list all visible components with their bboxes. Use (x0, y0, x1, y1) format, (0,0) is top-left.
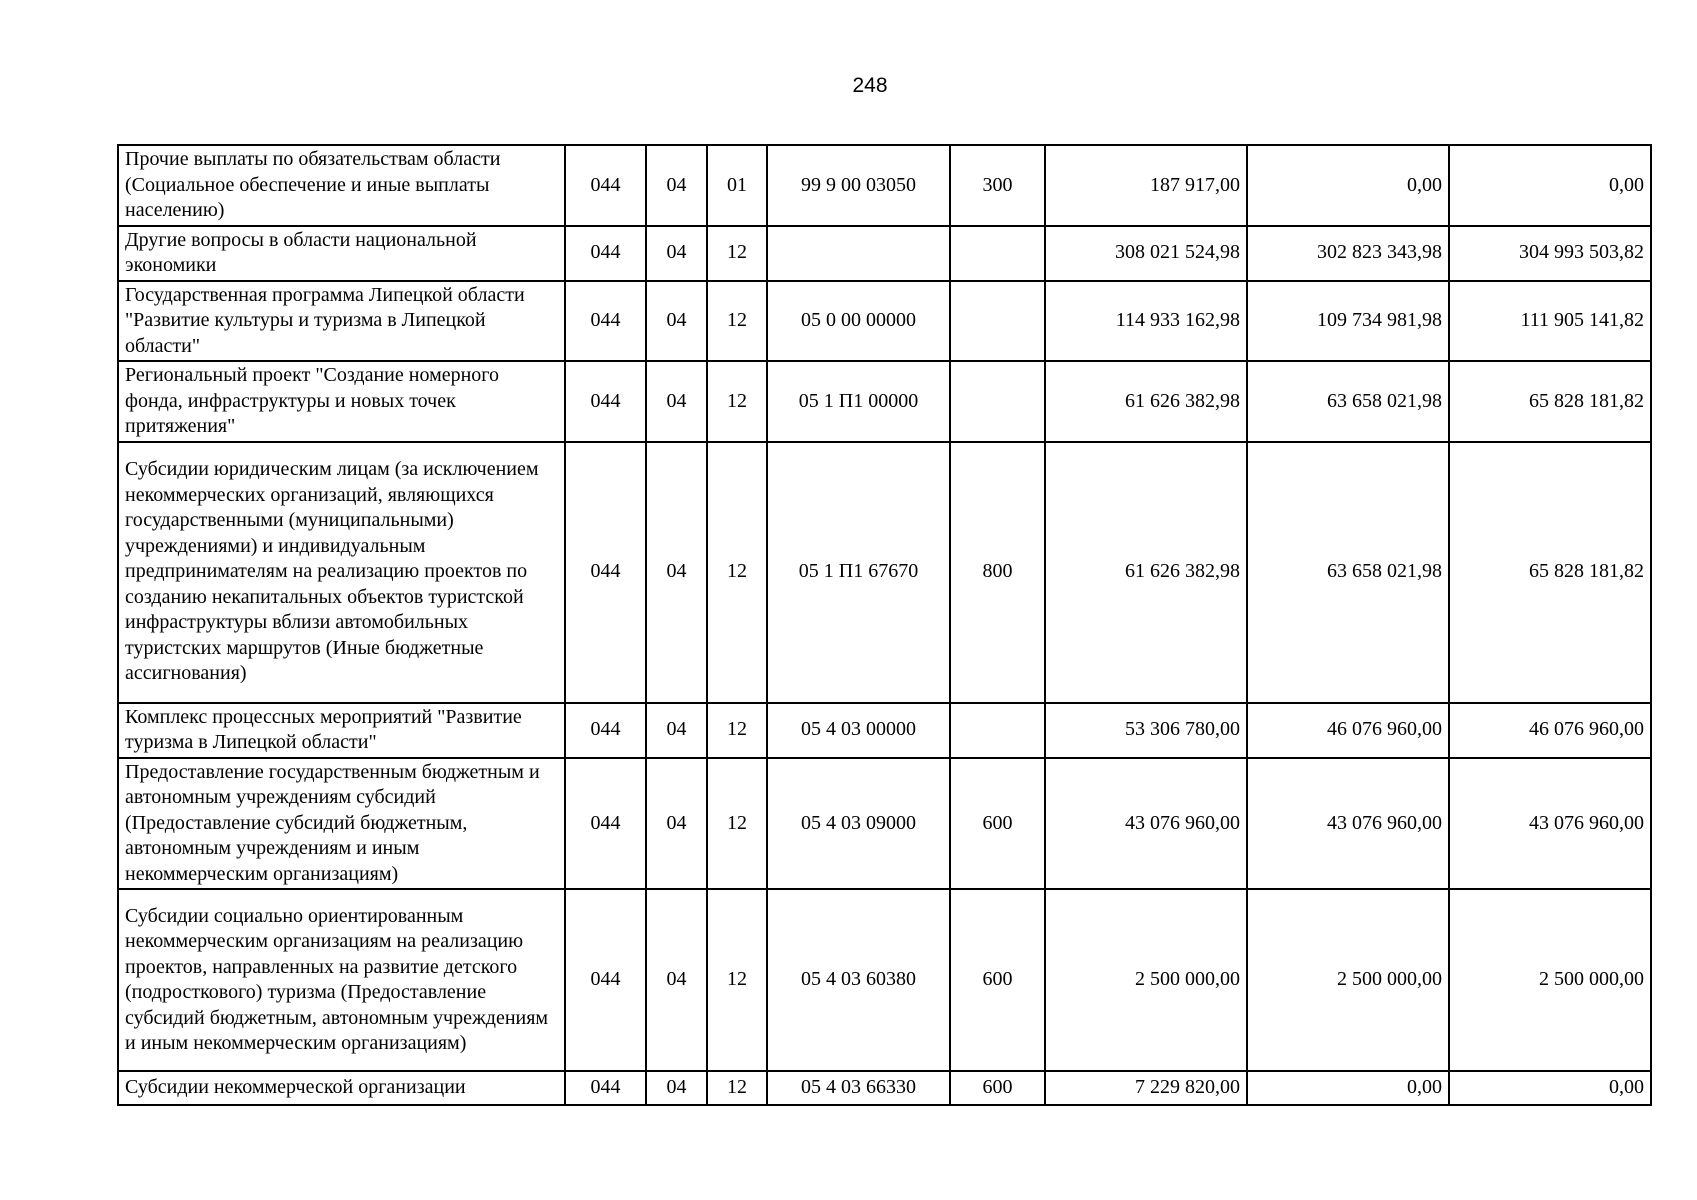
row-rz: 04 (646, 361, 707, 442)
budget-table (117, 144, 1652, 1106)
table-row (118, 145, 1651, 226)
row-vr (950, 226, 1045, 281)
row-sum-1: 43 076 960,00 (1045, 758, 1247, 890)
row-gr: 044 (565, 281, 646, 362)
row-csr: 05 4 03 66330 (767, 1071, 950, 1105)
table-row (118, 361, 1651, 442)
row-pr: 12 (707, 758, 767, 890)
row-gr: 044 (565, 1071, 646, 1105)
row-csr: 05 1 П1 00000 (767, 361, 950, 442)
row-csr (767, 226, 950, 281)
row-csr: 05 4 03 60380 (767, 889, 950, 1071)
row-vr: 600 (950, 758, 1045, 890)
row-gr: 044 (565, 442, 646, 703)
row-name: Субсидии некоммерческой организации (118, 1071, 565, 1105)
row-pr: 12 (707, 226, 767, 281)
table-row (118, 758, 1651, 890)
row-sum-3: 0,00 (1449, 1071, 1651, 1105)
row-sum-1: 61 626 382,98 (1045, 442, 1247, 703)
row-sum-1: 308 021 524,98 (1045, 226, 1247, 281)
row-name: Комплекс процессных мероприятий "Развитие туризма в Липецкой области" (118, 703, 565, 758)
row-name: Субсидии юридическим лицам (за исключением некоммерческих организаций, являющихся государственными (муниципальными) учреждениями) и индивидуальным предпринимателям на реализацию проектов по созданию некапитальных объектов туристской инфраструктуры вблизи автомобильных туристских маршрутов (Иные бюджетные ассигнования) (118, 442, 565, 703)
row-gr: 044 (565, 703, 646, 758)
page-number: 248 (852, 74, 888, 97)
row-pr: 12 (707, 442, 767, 703)
row-sum-2: 302 823 343,98 (1247, 226, 1449, 281)
row-csr: 05 1 П1 67670 (767, 442, 950, 703)
row-sum-3: 304 993 503,82 (1449, 226, 1651, 281)
row-vr (950, 703, 1045, 758)
row-sum-1: 7 229 820,00 (1045, 1071, 1247, 1105)
row-pr: 12 (707, 281, 767, 362)
row-csr: 05 4 03 09000 (767, 758, 950, 890)
row-sum-3: 65 828 181,82 (1449, 442, 1651, 703)
row-pr: 01 (707, 145, 767, 226)
row-sum-2: 0,00 (1247, 1071, 1449, 1105)
row-sum-3: 43 076 960,00 (1449, 758, 1651, 890)
table-row (118, 1071, 1651, 1105)
row-gr: 044 (565, 145, 646, 226)
row-gr: 044 (565, 361, 646, 442)
row-sum-2: 2 500 000,00 (1247, 889, 1449, 1071)
row-sum-3: 46 076 960,00 (1449, 703, 1651, 758)
row-sum-1: 114 933 162,98 (1045, 281, 1247, 362)
row-name: Прочие выплаты по обязательствам области (Социальное обеспечение и иные выплаты населению) (118, 145, 565, 226)
row-sum-3: 2 500 000,00 (1449, 889, 1651, 1071)
row-pr: 12 (707, 361, 767, 442)
row-pr: 12 (707, 1071, 767, 1105)
row-sum-2: 0,00 (1247, 145, 1449, 226)
row-sum-2: 43 076 960,00 (1247, 758, 1449, 890)
row-sum-3: 65 828 181,82 (1449, 361, 1651, 442)
row-pr: 12 (707, 703, 767, 758)
row-name: Другие вопросы в области национальной экономики (118, 226, 565, 281)
row-vr: 800 (950, 442, 1045, 703)
table-row (118, 703, 1651, 758)
row-rz: 04 (646, 442, 707, 703)
row-sum-2: 46 076 960,00 (1247, 703, 1449, 758)
row-sum-1: 2 500 000,00 (1045, 889, 1247, 1071)
row-gr: 044 (565, 889, 646, 1071)
row-sum-2: 109 734 981,98 (1247, 281, 1449, 362)
row-sum-3: 0,00 (1449, 145, 1651, 226)
row-vr (950, 281, 1045, 362)
row-csr: 99 9 00 03050 (767, 145, 950, 226)
row-rz: 04 (646, 889, 707, 1071)
row-sum-3: 111 905 141,82 (1449, 281, 1651, 362)
table-row (118, 889, 1651, 1071)
row-rz: 04 (646, 226, 707, 281)
row-pr: 12 (707, 889, 767, 1071)
row-vr (950, 361, 1045, 442)
row-sum-1: 53 306 780,00 (1045, 703, 1247, 758)
table-row (118, 442, 1651, 703)
row-csr: 05 0 00 00000 (767, 281, 950, 362)
row-rz: 04 (646, 145, 707, 226)
row-csr: 05 4 03 00000 (767, 703, 950, 758)
table-row (118, 226, 1651, 281)
row-rz: 04 (646, 281, 707, 362)
row-vr: 600 (950, 889, 1045, 1071)
row-vr: 600 (950, 1071, 1045, 1105)
row-sum-1: 187 917,00 (1045, 145, 1247, 226)
row-rz: 04 (646, 1071, 707, 1105)
row-name: Региональный проект "Создание номерного фонда, инфраструктуры и новых точек притяжения" (118, 361, 565, 442)
row-sum-2: 63 658 021,98 (1247, 442, 1449, 703)
row-sum-1: 61 626 382,98 (1045, 361, 1247, 442)
row-gr: 044 (565, 226, 646, 281)
row-vr: 300 (950, 145, 1045, 226)
row-sum-2: 63 658 021,98 (1247, 361, 1449, 442)
row-name: Предоставление государственным бюджетным и автономным учреждениям субсидий (Предоставление субсидий бюджетным, автономным учреждениям и иным некоммерческим организациям) (118, 758, 565, 890)
row-name: Субсидии социально ориентированным некоммерческим организациям на реализацию проектов, направленных на развитие детского (подросткового) туризма (Предоставление субсидий бюджетным, автономным учреждениям и иным некоммерческим организациям) (118, 889, 565, 1071)
row-rz: 04 (646, 703, 707, 758)
row-name: Государственная программа Липецкой области "Развитие культуры и туризма в Липецкой области" (118, 281, 565, 362)
row-rz: 04 (646, 758, 707, 890)
table-row (118, 281, 1651, 362)
row-gr: 044 (565, 758, 646, 890)
